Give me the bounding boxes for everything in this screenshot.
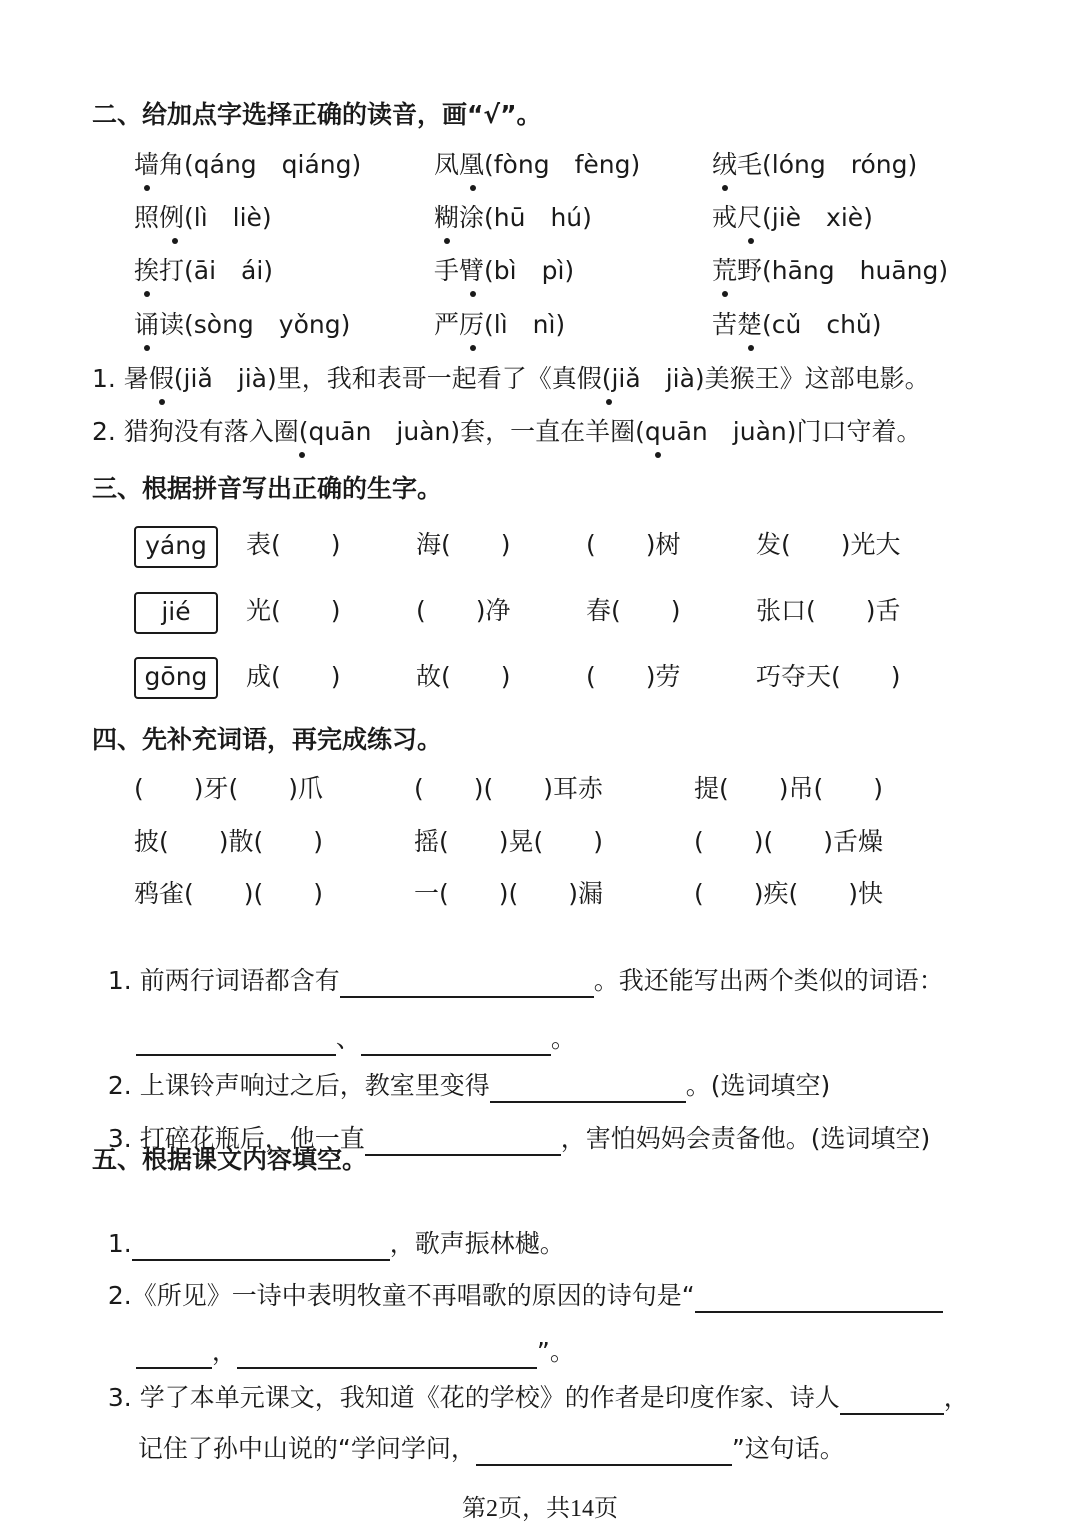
q1-text: ，歌声振林樾。 (389, 1229, 565, 1258)
pron-item: 照例(lì liè) (134, 203, 272, 232)
page-footer: 第2页，共14页 (462, 1496, 618, 1522)
end-punct: ”。 (536, 1337, 575, 1366)
fill-cell: 发( )光大 (756, 530, 901, 559)
sec2-question-2: 2. 猎狗没有落入圈(quān juàn)套，一直在羊圈(quān juàn)门口守着。 (92, 417, 922, 446)
fill-cell: 巧夺天( ) (756, 662, 901, 691)
q1-num: 1. (107, 1229, 132, 1258)
idiom-cell: ( )牙( )爪 (134, 774, 324, 803)
separator: ， (211, 1337, 237, 1366)
q2-text-b: 。(选词填空) (685, 1071, 831, 1100)
fill-cell: ( )劳 (586, 662, 681, 691)
idiom-cell: 提( )吊( ) (694, 774, 884, 803)
separator: 、 (335, 1024, 361, 1053)
q2-text: 2.《所见》一诗中表明牧童不再唱歌的原因的诗句是“ (107, 1281, 695, 1310)
idiom-cell: ( )( )舌燥 (694, 827, 884, 856)
q2-text-a: 2. 上课铃声响过之后，教室里变得 (107, 1071, 490, 1100)
pron-item: 绒毛(lóng róng) (712, 150, 918, 179)
idiom-cell: ( )疾( )快 (694, 879, 884, 908)
q3-text-d: ”这句话。 (731, 1434, 845, 1463)
pron-item: 墙角(qáng qiáng) (134, 150, 362, 179)
section-5-title: 五、根据课文内容填空。 (92, 1145, 368, 1174)
idiom-cell: 披( )散( ) (134, 827, 324, 856)
q3-text-a: 3. 学了本单元课文，我知道《花的学校》的作者是印度作家、诗人 (107, 1383, 840, 1412)
answer-blank[interactable] (365, 1128, 561, 1156)
q1-text-b: 。我还能写出两个类似的词语： (593, 966, 944, 995)
q3-text-b: ， (943, 1383, 969, 1412)
pron-item: 苦楚(cǔ chǔ) (712, 310, 882, 339)
fill-cell: 表( ) (246, 530, 341, 559)
pron-item: 凤凰(fòng fèng) (434, 150, 641, 179)
pron-item: 荒野(hāng huāng) (712, 256, 949, 285)
idiom-cell: 摇( )晃( ) (414, 827, 604, 856)
q3-text-a: 3. 打碎花瓶后，他一直 (107, 1124, 365, 1153)
section-3-title: 三、根据拼音写出正确的生字。 (92, 474, 443, 503)
answer-blank[interactable] (840, 1387, 944, 1415)
pinyin-box: gōng (134, 657, 218, 699)
end-punct: 。 (550, 1024, 576, 1053)
q3-text-b: ，害怕妈妈会责备他。(选词填空) (560, 1124, 931, 1153)
section-2-title: 二、给加点字选择正确的读音，画“√”。 (92, 100, 542, 129)
answer-blank[interactable] (476, 1438, 732, 1466)
pron-item: 戒尺(jiè xiè) (712, 203, 873, 232)
pron-item: 糊涂(hū hú) (434, 203, 592, 232)
idiom-cell: 一( )( )漏 (414, 879, 604, 908)
section-4-title: 四、先补充词语，再完成练习。 (92, 725, 443, 754)
fill-cell: 海( ) (416, 530, 511, 559)
answer-blank[interactable] (695, 1285, 943, 1313)
sec2-question-1: 1. 暑假(jiǎ jià)里，我和表哥一起看了《真假(jiǎ jià)美猴王》这部电影。 (92, 364, 930, 393)
q1-text-a: 1. 前两行词语都含有 (107, 966, 340, 995)
pron-item: 挨打(āi ái) (134, 256, 274, 285)
fill-cell: 故( ) (416, 662, 511, 691)
fill-cell: 张口( )舌 (756, 596, 901, 625)
idiom-cell: ( )( )耳赤 (414, 774, 604, 803)
pron-item: 诵读(sòng yǒng) (134, 310, 351, 339)
pinyin-box: yáng (134, 526, 218, 568)
fill-cell: 光( ) (246, 596, 341, 625)
fill-cell: ( )净 (416, 596, 511, 625)
fill-cell: ( )树 (586, 530, 681, 559)
pron-item: 严厉(lì nì) (434, 310, 566, 339)
pron-item: 手臂(bì pì) (434, 256, 575, 285)
fill-cell: 春( ) (586, 596, 681, 625)
sec5-question-3-cont (122, 1398, 845, 1466)
q3-text-c: 记住了孙中山说的“学问学问， (137, 1434, 476, 1463)
idiom-cell: 鸦雀( )( ) (134, 879, 324, 908)
fill-cell: 成( ) (246, 662, 341, 691)
pinyin-box: jié (134, 592, 218, 634)
